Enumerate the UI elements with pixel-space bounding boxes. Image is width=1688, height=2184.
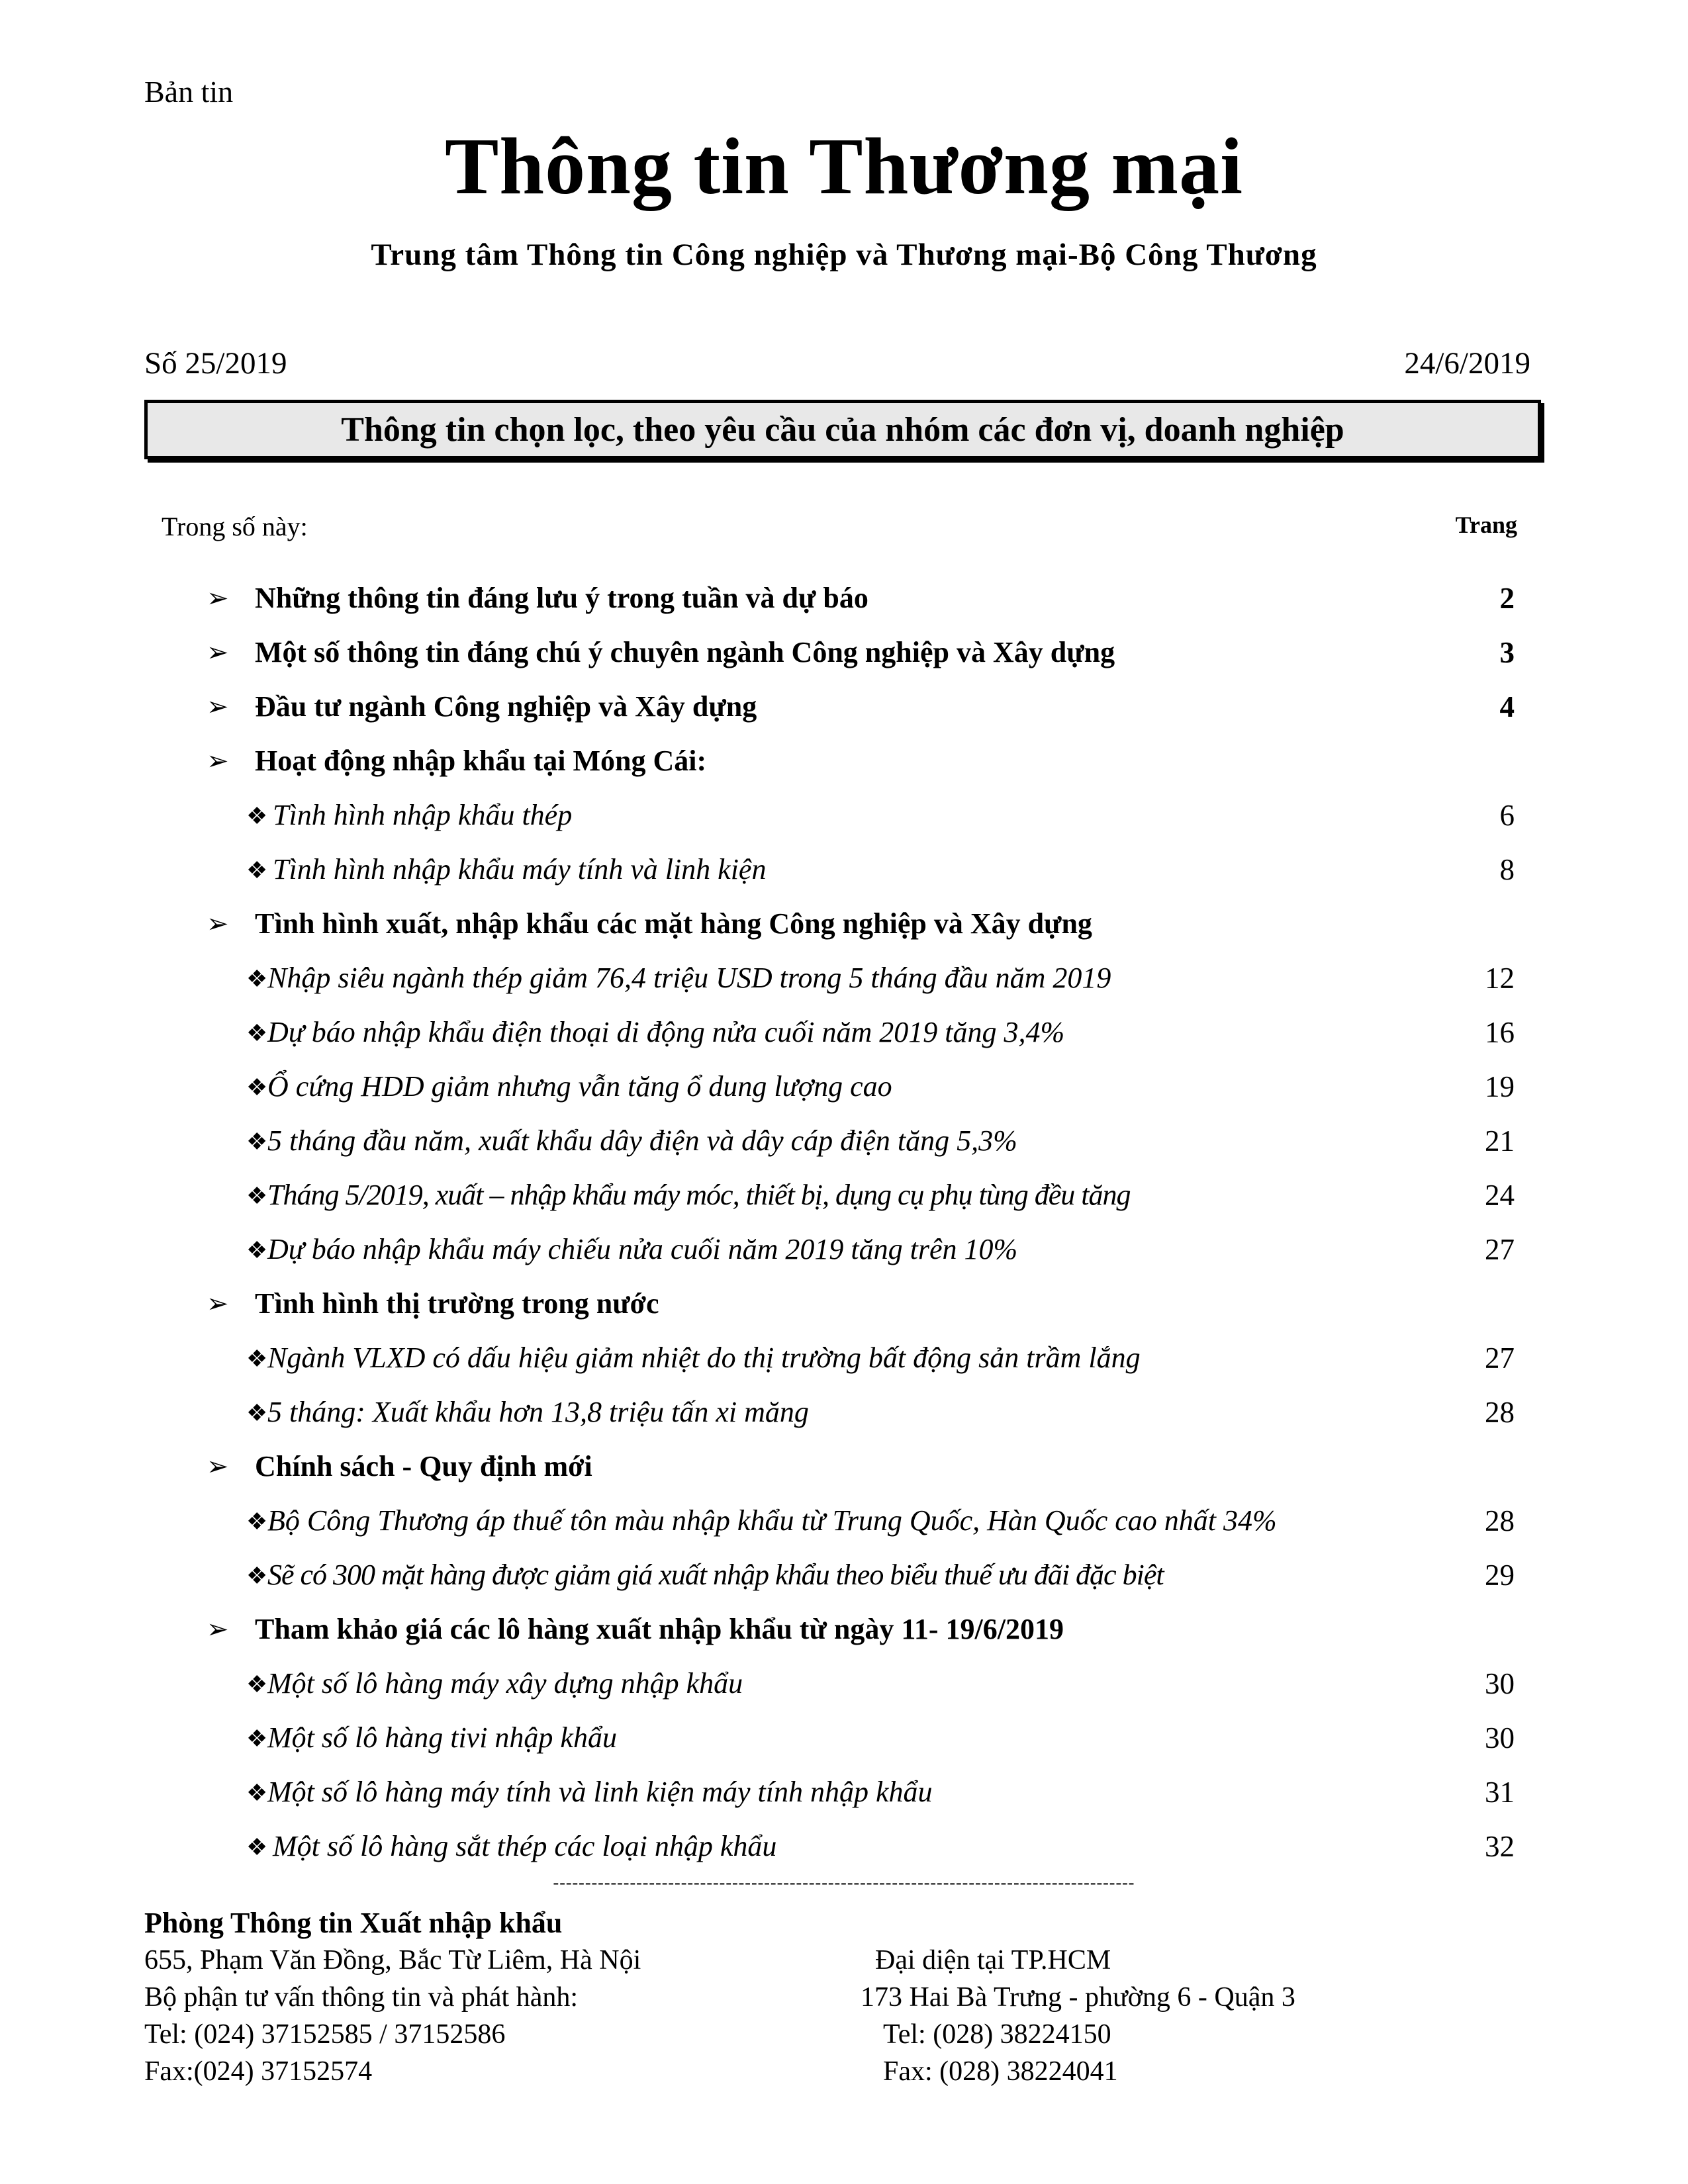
toc-entry-title: Bộ Công Thương áp thuế tôn màu nhập khẩu từ Trung Quốc, Hàn Quốc cao nhất 34% [267,1504,1277,1537]
toc-section-row [0,1444,1688,1498]
toc-subitem-row [0,1824,1688,1878]
toc-section-row [0,576,1688,630]
toc-entry-title: Tháng 5/2019, xuất – nhập khẩu máy móc, thiết bị, dụng cụ phụ tùng đều tăng [267,1179,1131,1211]
arrow-bullet-icon: ➢ [207,692,229,721]
diamond-bullet-icon: ❖ [246,803,268,829]
toc-page-number: 2 [1499,582,1515,615]
toc-section-row [0,739,1688,793]
bulletin-kicker: Bản tin [144,75,234,109]
diamond-bullet-icon: ❖ [246,857,268,884]
toc-subitem-row [0,847,1688,901]
toc-subitem-row [0,1118,1688,1173]
toc-subitem-row [0,1064,1688,1118]
address-line: 655, Phạm Văn Đồng, Bắc Từ Liêm, Hà Nội [144,1945,641,1976]
toc-page-number: 16 [1485,1016,1515,1049]
toc-page-number: 28 [1485,1504,1515,1537]
banner-text: Thông tin chọn lọc, theo yêu cầu của nhóm các đơn vị, doanh nghiệp [341,410,1344,449]
toc-page-number: 8 [1499,853,1515,886]
hcm-tel: Tel: (028) 38224150 [883,2019,1111,2050]
toc-entry-title: Tình hình nhập khẩu máy tính và linh kiện [273,853,767,886]
diamond-bullet-icon: ❖ [246,1725,268,1752]
toc-page-number: 29 [1485,1559,1515,1592]
toc-page-number: 27 [1485,1342,1515,1375]
diamond-bullet-icon: ❖ [246,966,268,992]
toc-entry-title: Nhập siêu ngành thép giảm 76,4 triệu USD trong 5 tháng đầu năm 2019 [267,962,1111,994]
toc-subitem-row [0,1715,1688,1770]
issue-number: Số 25/2019 [144,346,287,381]
toc-page-number: 30 [1485,1667,1515,1700]
toc-page-number: 12 [1485,962,1515,995]
toc-entry-title: Tình hình xuất, nhập khẩu các mặt hàng Công nghiệp và Xây dựng [255,907,1092,940]
toc-page-number: 32 [1485,1830,1515,1863]
toc-entry-title: Dự báo nhập khẩu máy chiếu nửa cuối năm 2019 tăng trên 10% [267,1233,1018,1265]
toc-subitem-row [0,1498,1688,1553]
diamond-bullet-icon: ❖ [246,1183,268,1209]
toc-subitem-row [0,1336,1688,1390]
toc-entry-title: Tình hình nhập khẩu thép [273,799,573,831]
toc-entry-title: Hoạt động nhập khẩu tại Móng Cái: [255,745,707,777]
consulting-line: Bộ phận tư vấn thông tin và phát hành: [144,1982,578,2013]
toc-section-row [0,901,1688,956]
toc-entry-title: Những thông tin đáng lưu ý trong tuần và dự báo [255,582,868,614]
toc-page-number: 24 [1485,1179,1515,1212]
hcm-address: 173 Hai Bà Trưng - phường 6 - Quận 3 [861,1982,1295,2013]
department-name: Phòng Thông tin Xuất nhập khẩu [144,1907,563,1939]
arrow-bullet-icon: ➢ [207,637,229,667]
toc-entry-title: Chính sách - Quy định mới [255,1450,592,1482]
diamond-bullet-icon: ❖ [246,1780,268,1806]
toc-subitem-row [0,1770,1688,1824]
arrow-bullet-icon: ➢ [207,746,229,776]
toc-page-number: 6 [1499,799,1515,832]
toc-page-number: 19 [1485,1070,1515,1103]
diamond-bullet-icon: ❖ [246,1128,268,1155]
toc-section-row [0,1281,1688,1336]
toc-subitem-row [0,1661,1688,1715]
diamond-bullet-icon: ❖ [246,1020,268,1046]
diamond-bullet-icon: ❖ [246,1345,268,1372]
toc-section-row [0,630,1688,684]
diamond-bullet-icon: ❖ [246,1400,268,1426]
toc-subitem-row [0,793,1688,847]
diamond-bullet-icon: ❖ [246,1074,268,1101]
toc-entry-title: Tình hình thị trường trong nước [255,1287,659,1320]
diamond-bullet-icon: ❖ [246,1237,268,1263]
toc-subitem-row [0,1553,1688,1607]
issue-date: 24/6/2019 [1404,346,1530,381]
toc-entry-title: Một số thông tin đáng chú ý chuyên ngành Công nghiệp và Xây dựng [255,636,1115,668]
arrow-bullet-icon: ➢ [207,583,229,613]
toc-subitem-row [0,1227,1688,1281]
hanoi-tel: Tel: (024) 37152585 / 37152586 [144,2019,506,2050]
toc-page-number: 31 [1485,1776,1515,1809]
toc-entry-title: Ổ cứng HDD giảm nhưng vẫn tăng ổ dung lượng cao [267,1070,892,1103]
arrow-bullet-icon: ➢ [207,1289,229,1318]
toc-subitem-row [0,1390,1688,1444]
toc-entry-title: 5 tháng đầu năm, xuất khẩu dây điện và dây cáp điện tăng 5,3% [267,1124,1017,1157]
arrow-bullet-icon: ➢ [207,1614,229,1644]
arrow-bullet-icon: ➢ [207,1451,229,1481]
toc-page-number: 30 [1485,1721,1515,1754]
toc-section-row [0,684,1688,739]
toc-entry-title: Ngành VLXD có dấu hiệu giảm nhiệt do thị trường bất động sản trầm lắng [267,1342,1141,1374]
toc-page-number: 3 [1499,636,1515,669]
toc-entry-title: Một số lô hàng sắt thép các loại nhập khẩu [273,1830,777,1862]
hanoi-fax: Fax:(024) 37152574 [144,2056,373,2087]
toc-entry-title: Đầu tư ngành Công nghiệp và Xây dựng [255,690,757,723]
bulletin-title: Thông tin Thương mại [444,122,1244,211]
toc-entry-title: Một số lô hàng máy tính và linh kiện máy tính nhập khẩu [267,1776,933,1808]
banner-box [144,400,1541,459]
toc-page-number: 21 [1485,1124,1515,1158]
toc-entry-title: Một số lô hàng máy xây dựng nhập khẩu [267,1667,743,1700]
toc-subitem-row [0,956,1688,1010]
diamond-bullet-icon: ❖ [246,1508,268,1535]
arrow-bullet-icon: ➢ [207,909,229,938]
hcm-office-label: Đại diện tại TP.HCM [875,1945,1111,1976]
divider-rule: ------------------------------------------------------------------------------------------- [553,1873,1135,1892]
toc-page-number: 27 [1485,1233,1515,1266]
publisher-subtitle: Trung tâm Thông tin Công nghiệp và Thương mại-Bộ Công Thương [371,238,1317,272]
toc-entry-title: 5 tháng: Xuất khẩu hơn 13,8 triệu tấn xi măng [267,1396,809,1428]
hcm-fax: Fax: (028) 38224041 [883,2056,1118,2087]
toc-entry-title: Tham khảo giá các lô hàng xuất nhập khẩu từ ngày 11- 19/6/2019 [255,1613,1064,1645]
toc-subitem-row [0,1010,1688,1064]
diamond-bullet-icon: ❖ [246,1563,268,1589]
toc-label: Trong số này: [162,512,308,541]
toc-page-number: 28 [1485,1396,1515,1429]
table-of-contents [0,576,1688,1878]
toc-section-row [0,1607,1688,1661]
toc-subitem-row [0,1173,1688,1227]
diamond-bullet-icon: ❖ [246,1834,268,1860]
toc-page-number: 4 [1499,690,1515,723]
toc-entry-title: Sẽ có 300 mặt hàng được giảm giá xuất nhập khẩu theo biểu thuế ưu đãi đặc biệt [267,1559,1164,1591]
toc-entry-title: Dự báo nhập khẩu điện thoại di động nửa cuối năm 2019 tăng 3,4% [267,1016,1065,1048]
diamond-bullet-icon: ❖ [246,1671,268,1698]
toc-page-label: Trang [1455,512,1517,538]
toc-entry-title: Một số lô hàng tivi nhập khẩu [267,1721,617,1754]
